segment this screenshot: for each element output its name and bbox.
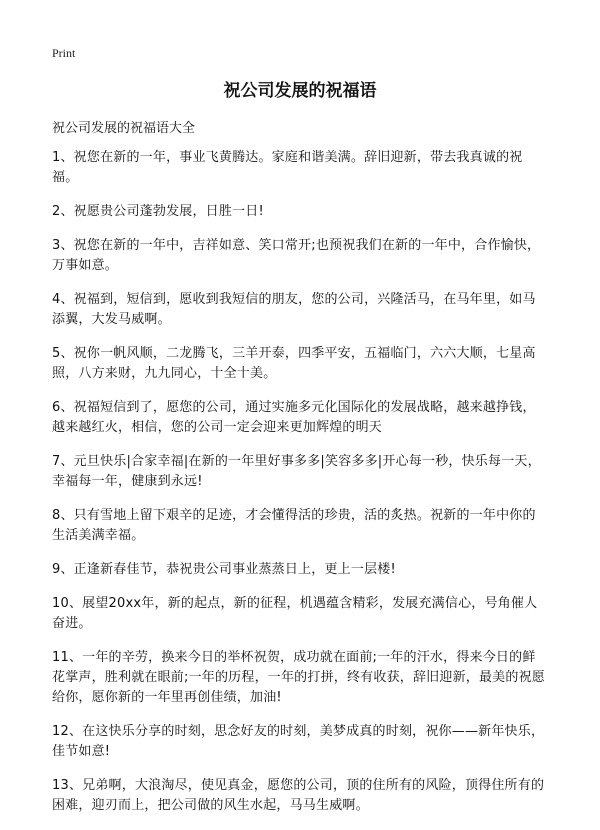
list-item: 10、展望20xx年，新的起点，新的征程，机遇蕴含精彩，发展充满信心，号角催人奋进。 <box>52 596 538 631</box>
list-item: 12、在这快乐分享的时刻，思念好友的时刻，美梦成真的时刻，祝你——新年快乐，佳节如意! <box>52 724 545 759</box>
list-item: 1、祝您在新的一年，事业飞黄腾达。家庭和谐美满。辞旧迎新，带去我真诚的祝福。 <box>52 150 523 185</box>
list-item: 7、元旦快乐|合家幸福|在新的一年里好事多多|笑容多多|开心每一秒，快乐每一天，幸福每一年，健康到永远! <box>52 454 541 489</box>
list-item: 2、祝愿贵公司蓬勃发展，日胜一日! <box>52 204 264 219</box>
list-item: 6、祝福短信到了，愿您的公司，通过实施多元化国际化的发展战略，越来越挣钱，越来越红火，相信，您的公司一定会迎来更加辉煌的明天 <box>52 400 536 435</box>
blessing-list <box>52 148 548 830</box>
list-item: 4、祝福到，短信到，愿收到我短信的朋友，您的公司，兴隆活马，在马年里，如马添翼，大发马威啊。 <box>52 292 536 327</box>
print-link[interactable]: Print <box>52 46 76 60</box>
list-item: 3、祝您在新的一年中，吉祥如意、笑口常开;也预祝我们在新的一年中，合作愉快，万事如意。 <box>52 238 541 273</box>
document-subtitle: 祝公司发展的祝福语大全 <box>52 121 196 136</box>
list-item: 8、只有雪地上留下艰辛的足迹，才会懂得活的珍贵，活的炙热。祝新的一年中你的生活美满幸福。 <box>52 508 536 543</box>
list-item: 11、一年的辛劳，换来今日的举杯祝贺，成功就在面前;一年的汗水，得来今日的鲜花掌声，胜利就在眼前;一年的历程，一年的打拼，终有收获，辞旧迎新，最美的祝愿给你，愿你新的一年里再创佳绩，加油! <box>52 650 545 705</box>
list-item: 5、祝你一帆风顺，二龙腾飞，三羊开泰，四季平安，五福临门，六六大顺，七星高照，八方来财，九九同心，十全十美。 <box>52 346 536 381</box>
list-item: 13、兄弟啊，大浪淘尽，使见真金，愿您的公司，顶的住所有的风险，顶得住所有的困难，迎刃而上，把公司做的风生水起，马马生威啊。 <box>52 778 545 813</box>
page-title: 祝公司发展的祝福语 <box>223 81 377 101</box>
list-item: 9、正逢新春佳节，恭祝贵公司事业蒸蒸日上，更上一层楼! <box>52 562 396 577</box>
